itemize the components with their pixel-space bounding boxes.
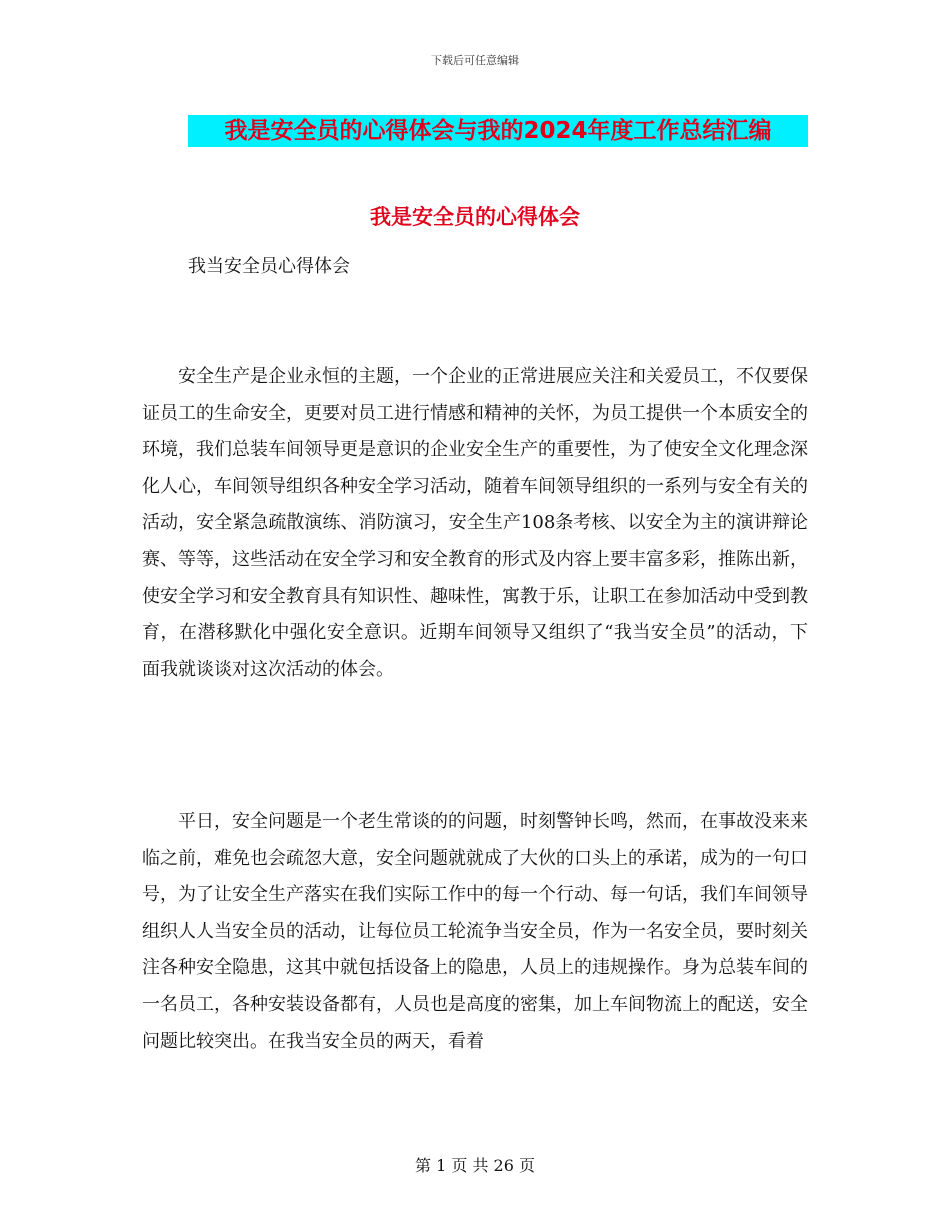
subheading: 我当安全员心得体会	[188, 256, 350, 277]
page-header-note: 下载后可任意编辑	[431, 54, 519, 67]
page-footer: 第 1 页 共 26 页	[415, 1156, 535, 1175]
document-title: 我是安全员的心得体会与我的2024年度工作总结汇编	[188, 115, 808, 147]
body-paragraph-2: 平日，安全问题是一个老生常谈的的问题，时刻警钟长鸣，然而，在事故没来来临之前，难免也会疏忽大意，安全问题就就成了大伙的口头上的承诺，成为的一句口号，为了让安全生产落实在我们实际工作中的每一个行动、每一句话，我们车间领导组织人人当安全员的活动，让每位员工轮流争当安全员，作为一名安全员，要时刻关注各种安全隐患，这其中就包括设备上的隐患，人员上的违规操作。身为总装车间的一名员工，各种安装设备都有，人员也是高度的密集，加上车间物流上的配送，安全问题比较突出。在我当安全员的两天，看着	[142, 811, 808, 1052]
section-title: 我是安全员的心得体会	[370, 205, 580, 229]
body-paragraph-1: 安全生产是企业永恒的主题，一个企业的正常进展应关注和关爱员工，不仅要保证员工的生命安全，更要对员工进行情感和精神的关怀，为员工提供一个本质安全的环境，我们总装车间领导更是意识的企业安全生产的重要性，为了使安全文化理念深化人心，车间领导组织各种安全学习活动，随着车间领导组织的一系列与安全有关的活动，安全紧急疏散演练、消防演习，安全生产108条考核、以安全为主的演讲辩论赛、等等，这些活动在安全学习和安全教育的形式及内容上要丰富多彩，推陈出新，使安全学习和安全教育具有知识性、趣味性，寓教于乐，让职工在参加活动中受到教育，在潜移默化中强化安全意识。近期车间领导又组织了“我当安全员”的活动，下面我就谈谈对这次活动的体会。	[142, 366, 808, 680]
